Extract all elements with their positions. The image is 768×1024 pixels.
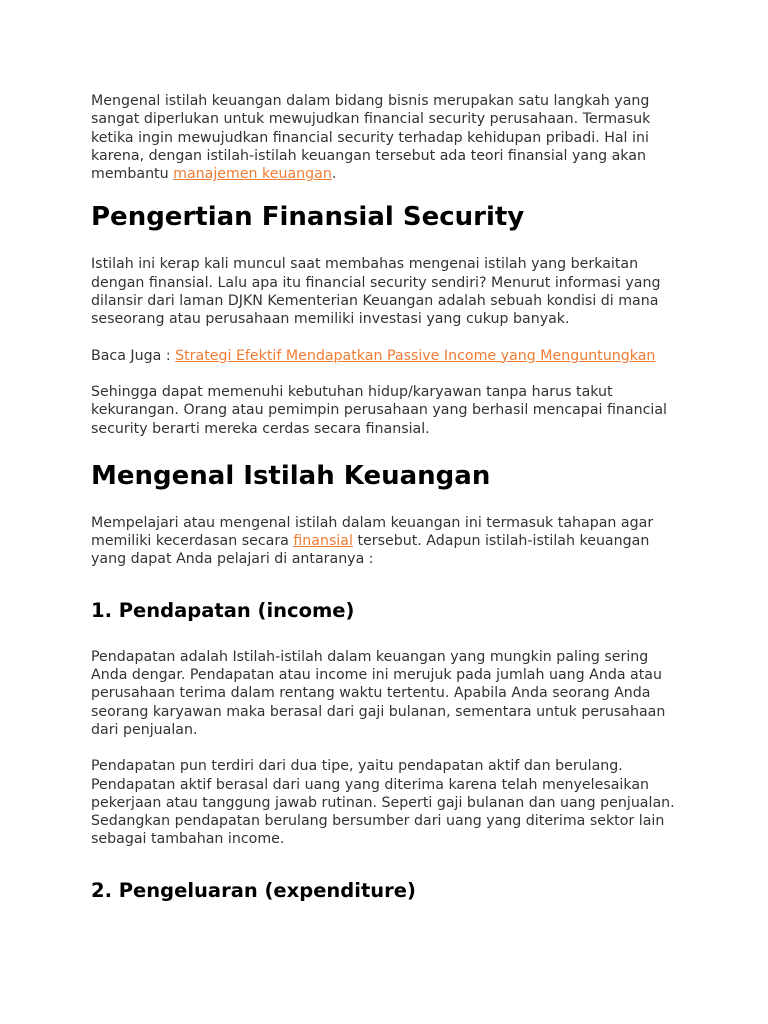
- intro-text: Mengenal istilah keuangan dalam bidang bisnis merupakan satu langkah yang sangat diperlukan untuk mewujudkan financial security perusahaan. Termasuk ketika ingin mewujudkan financial security terhadap kehidupan pribadi. Hal ini karena, dengan istilah-istilah keuangan tersebut ada teori finansial yang akan membantu: [91, 93, 651, 183]
- intro-paragraph: [91, 92, 681, 183]
- mengenal-text-before: Mempelajari atau mengenal istilah dalam keuangan ini termasuk tahapan agar memiliki kecerdasan secara: [91, 514, 654, 550]
- pendapatan-paragraph-1: Pendapatan adalah Istilah-istilah dalam keuangan yang mungkin paling sering Anda dengar. Pendapatan atau income ini merujuk pada jumlah uang Anda atau perusahaan terima dalam rentang waktu tertentu. Apabila Anda seorang Anda seorang karyawan maka berasal dari gaji bulanan, sementara untuk perusahaan dari penjualan.: [91, 648, 666, 738]
- baca-juga-line: [91, 347, 681, 365]
- intro-period: .: [331, 166, 337, 183]
- manajemen-keuangan-link[interactable]: manajemen keuangan: [173, 166, 332, 183]
- heading-pengeluaran: 2. Pengeluaran (expenditure): [91, 878, 416, 902]
- heading-pendapatan: 1. Pendapatan (income): [91, 598, 355, 622]
- article-body: [91, 92, 681, 903]
- mengenal-text-after: tersebut. Adapun istilah-istilah keuangan yang dapat Anda pelajari di antaranya :: [91, 533, 650, 568]
- heading-pengertian-finansial-security: Pengertian Finansial Security: [91, 202, 525, 233]
- heading-mengenal-istilah-keuangan: Mengenal Istilah Keuangan: [91, 460, 491, 491]
- finansial-link[interactable]: finansial: [293, 533, 353, 550]
- baca-juga-label: Baca Juga :: [91, 347, 176, 364]
- pengertian-paragraph: Istilah ini kerap kali muncul saat membahas mengenai istilah yang berkaitan dengan finansial. Lalu apa itu financial security sendiri? Menurut informasi yang dilansir dari laman DJKN Kementerian Keuangan adalah sebuah kondisi di mana seseorang atau perusahaan memiliki investasi yang cukup banyak.: [91, 256, 661, 328]
- pendapatan-paragraph-2: Pendapatan pun terdiri dari dua tipe, yaitu pendapatan aktif dan berulang. Pendapatan aktif berasal dari uang yang diterima karena telah menyelesaikan pekerjaan atau tanggung jawab rutinan. Seperti gaji bulanan dan uang penjualan. Sedangkan pendapatan berulang bersumber dari uang yang diterima sektor lain sebagai tambahan income.: [91, 758, 675, 848]
- baca-juga-link[interactable]: Strategi Efektif Mendapatkan Passive Income yang Menguntungkan: [175, 347, 656, 364]
- kebutuhan-paragraph: Sehingga dapat memenuhi kebutuhan hidup/karyawan tanpa harus takut kekurangan. Orang atau pemimpin perusahaan yang berhasil mencapai financial security berarti mereka cerdas secara finansial.: [91, 383, 667, 437]
- mengenal-paragraph: [91, 514, 681, 569]
